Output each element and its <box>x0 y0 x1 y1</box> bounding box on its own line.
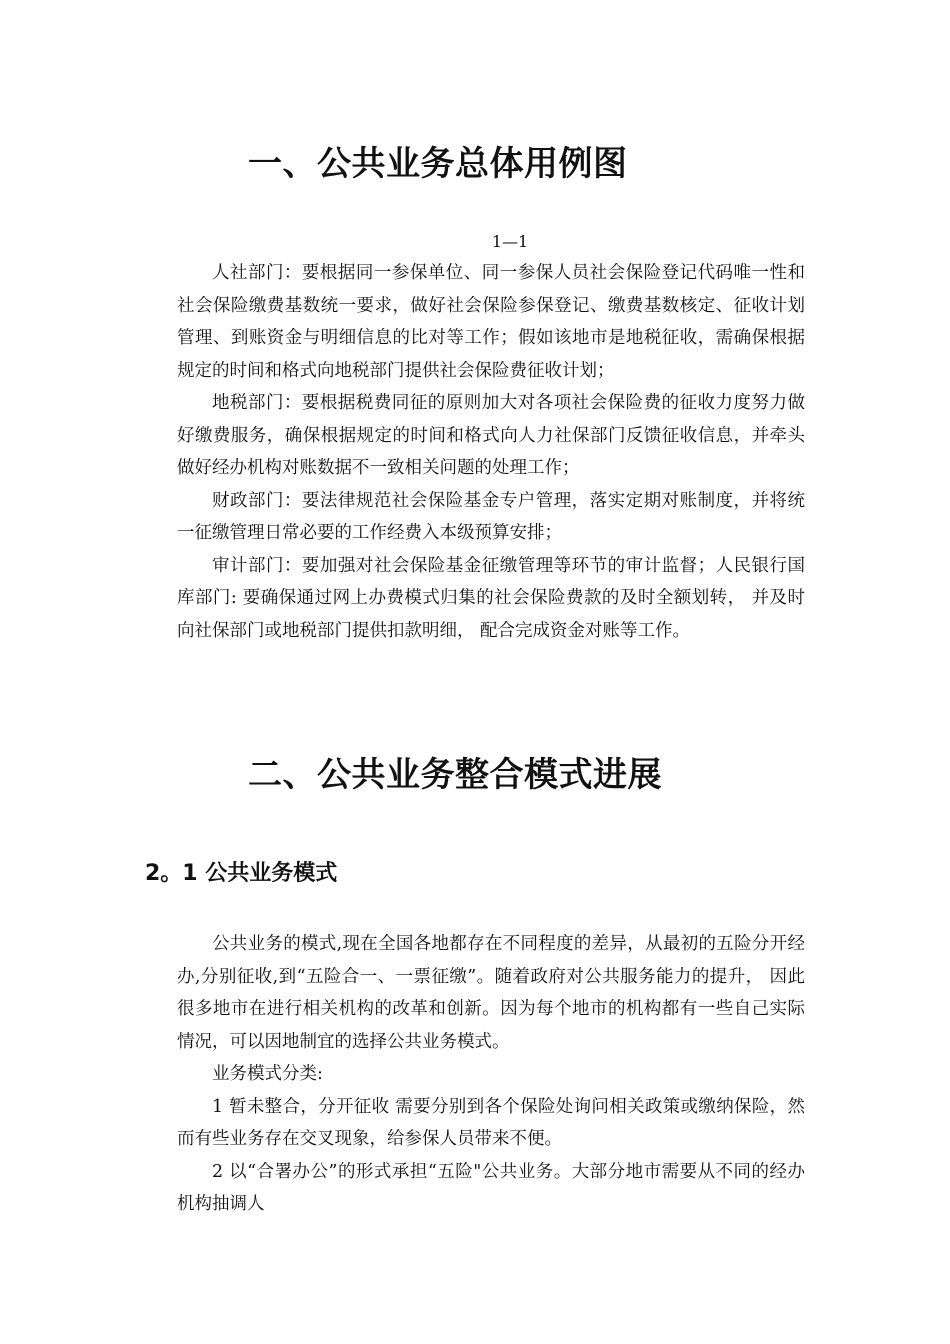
subsection-heading-2-1: 2。1 公共业务模式 <box>145 861 338 886</box>
figure-label: 1—1 <box>491 232 529 251</box>
paragraph-finance-department: 财政部门：要法律规范社会保险基金专户管理，落实定期对账制度，并将统一征缴管理日常必要的工作经费入本级预算安排； <box>177 490 805 543</box>
paragraph-tax-department: 地税部门：要根据税费同征的原则加大对各项社会保险费的征收力度努力做好缴费服务，确保根据规定的时间和格式向人力社保部门反馈征收信息，并牵头做好经办机构对账数据不一致相关问题的处理工作； <box>177 393 805 478</box>
paragraph-mode-classification: 业务模式分类: <box>212 1064 323 1084</box>
paragraph-hr-department: 人社部门：要根据同一参保单位、同一参保人员社会保险登记代码唯一性和社会保险缴费基数统一要求，做好社会保险参保登记、缴费基数核定、征收计划管理、到账资金与明细信息的比对等工作；假如该地市是地税征收，需确保根据规定的时间和格式向地税部门提供社会保险费征收计划； <box>177 263 805 381</box>
section-heading-1: 一、公共业务总体用例图 <box>248 144 628 184</box>
paragraph-mode-2: 2 以“合署办公”的形式承担“五险"公共业务。大部分地市需要从不同的经办机构抽调人 <box>177 1161 805 1214</box>
section1-body <box>177 257 805 647</box>
paragraph-mode-1: 1 暂未整合，分开征收 需要分别到各个保险处询问相关政策或缴纳保险，然而有些业务存在交叉现象，给参保人员带来不便。 <box>177 1096 805 1149</box>
section2-body <box>177 928 805 1221</box>
paragraph-audit-department: 审计部门：要加强对社会保险基金征缴管理等环节的审计监督；人民银行国库部门: 要确保通过网上办费模式归集的社会保险费款的及时全额划转， 并及时向社保部门或地税部门提供扣款明细， 配合完成资金对账等工作。 <box>177 555 805 641</box>
paragraph-business-modes: 公共业务的模式,现在全国各地都存在不同程度的差异，从最初的五险分开经办,分别征收,到“五险合一、一票征缴”。随着政府对公共服务能力的提升， 因此很多地市在进行相关机构的改革和创新。因为每个地市的机构都有一些自己实际情况，可以因地制宜的选择公共业务模式。 <box>177 934 805 1052</box>
section-heading-2: 二、公共业务整合模式进展 <box>248 755 662 795</box>
